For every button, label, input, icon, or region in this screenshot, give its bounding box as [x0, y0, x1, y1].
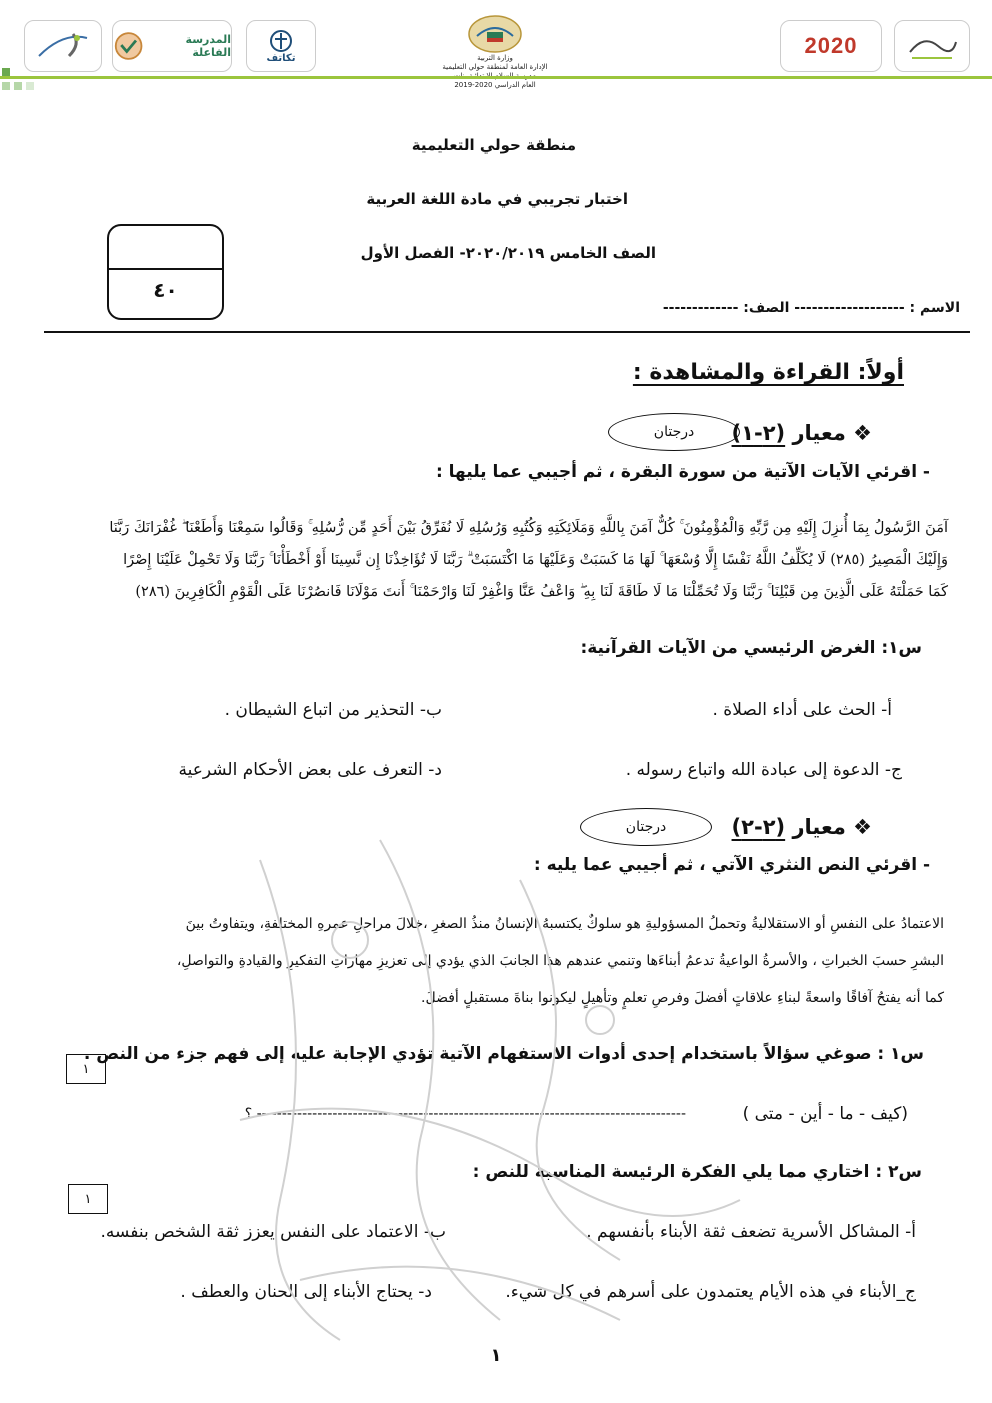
answer-line[interactable]: ------------------------------------------------------------------------------------- ؟ [244, 1106, 686, 1122]
takatof-logo-icon [246, 20, 316, 72]
total-score: ٤٠ [153, 278, 178, 302]
mark-box: ١ [66, 1054, 106, 1084]
exam-title: اختبار تجريبي في مادة اللغة العربية [366, 190, 628, 208]
name-class-line[interactable]: الاسم : ------------------- الصف: ------------- [662, 300, 960, 316]
passage-line: الاعتمادُ على النفسِ أو الاستقلاليةُ وتحملُ المسؤوليةِ هو سلوكٌ يكتسبهُ الإنسانُ منذُ الصغرِ ،خلالَ مراحلِ عمرهِ المختلفةِ، ويتفاوتُ بينَ [185, 916, 944, 932]
marks-pill: درجتان [580, 808, 712, 846]
vision-2020-logo-icon [780, 20, 882, 72]
page-number: ١ [490, 1345, 502, 1366]
region-title: منطقة حولي التعليمية [411, 136, 576, 154]
header-line: العام الدراسي 2020-2019 [454, 81, 536, 89]
diamond-bullet-icon: ❖ [845, 421, 872, 445]
school-signature-logo-icon [894, 20, 970, 72]
decor-square [26, 82, 34, 90]
prose-passage [44, 906, 944, 1017]
score-divider [109, 268, 222, 270]
question-s2: س٢ : اختاري مما يلي الفكرة الرئيسة المناسبة للنص : [472, 1162, 922, 1182]
option-d[interactable]: د- التعرف على بعض الأحكام الشرعية [178, 760, 442, 780]
option-d[interactable]: د- يحتاج الأبناء إلى الحنان والعطف . [180, 1282, 432, 1302]
decor-square [2, 82, 10, 90]
passage-line: كما أنه يفتحُ آفاقًا واسعةً لبناءِ علاقاتٍ أفضلَ وفرصِ تعلمٍ وتأهيلٍ ليكونوا بناةَ مستقبلٍ أفضلَ. [421, 990, 944, 1006]
question-1: س١: الغرض الرئيسي من الآيات القرآنية: [580, 638, 922, 658]
standard-label: معيار [785, 815, 846, 839]
standard-code: (٢-١) [731, 421, 786, 445]
question-s1: س١ : صوغي سؤالاً باستخدام إحدى أدوات الاستفهام الآتية تؤدي الإجابة عليه إلى فهم جزء من النص . [83, 1044, 924, 1064]
header-line: وزارة التربية [477, 54, 513, 62]
option-a[interactable]: أ- المشاكل الأسرية تضعف ثقة الأبناء بأنفسهم . [586, 1222, 916, 1242]
standard-2-title [732, 815, 872, 839]
standard-label: معيار [785, 421, 846, 445]
header-rule [44, 331, 970, 333]
vision-2020-text: 2020 [804, 33, 858, 58]
header-divider [0, 76, 992, 79]
takatof-logo-text: تكاتف [266, 52, 296, 64]
header-line: الإدارة العامة لمنطقة حولي التعليمية [442, 63, 548, 71]
option-c[interactable]: ج- الدعوة إلى عبادة الله واتباع رسوله . [625, 760, 902, 780]
decor-square [2, 68, 10, 76]
school-logo-text: المدرسة الفاعلة [185, 33, 231, 59]
option-b[interactable]: ب- التحذير من اتباع الشيطان . [224, 700, 442, 720]
verse-line: وَإِلَيْكَ الْمَصِيرُ (٢٨٥) لَا يُكَلِّفُ اللَّهُ نَفْسًا إِلَّا وُسْعَهَا ۚ لَهَا مَا كَسَبَتْ وَعَلَيْهَا مَا اكْتَسَبَتْ ۗ رَبَّنَا لَا تُؤَاخِذْنَا إِن نَّسِينَا أَوْ أَخْطَأْنَا ۚ رَبَّنَا وَلَا تَحْمِلْ عَلَيْنَا إِصْرًا [123, 552, 948, 568]
decor-square [14, 82, 22, 90]
school-logo-icon [112, 20, 232, 72]
verse-line: كَمَا حَمَلْتَهُ عَلَى الَّذِينَ مِن قَبْلِنَا ۚ رَبَّنَا وَلَا تُحَمِّلْنَا مَا لَا طَاقَةَ لَنَا بِهِ ۖ وَاعْفُ عَنَّا وَاغْفِرْ لَنَا وَارْحَمْنَا ۚ أَنتَ مَوْلَانَا فَانصُرْنَا عَلَى الْقَوْمِ الْكَافِرِينَ (٢٨٦) [135, 584, 948, 600]
grade-title: الصف الخامس ٢٠٢٠/٢٠١٩- الفصل الأول [360, 244, 656, 262]
option-a[interactable]: أ- الحث على أداء الصلاة . [712, 700, 892, 720]
ministry-emblem-icon [465, 14, 525, 54]
instruction: - اقرئي النص النثري الآتي ، ثم أجيبي عما يليه : [533, 855, 930, 875]
score-box [107, 224, 224, 320]
question-tools: (كيف - ما - أين - متى ) [742, 1104, 908, 1124]
standard-code: (٢-٢) [731, 815, 786, 839]
standard-1-title [732, 421, 872, 445]
logo-a-icon [24, 20, 102, 72]
mark-box: ١ [68, 1184, 108, 1214]
quran-verses [40, 512, 948, 608]
option-c[interactable]: ج_الأبناء في هذه الأيام يعتمدون على أسرهم في كل شيء. [505, 1282, 916, 1302]
option-b[interactable]: ب- الاعتماد على النفس يعزز ثقة الشخص بنفسه. [100, 1222, 446, 1242]
passage-line: البشرِ حسبَ الخبراتِ ، والأسرةُ الواعيةُ تدعمُ أبناءَها وتنمي عندهم هذا الجانبَ الذي يؤدي إلى تعزيزِ مهاراتِ التفكيرِ والقيادةِ والتواصلِ، [176, 953, 944, 969]
marks-pill: درجتان [608, 413, 740, 451]
instruction: - اقرئي الآيات الآتية من سورة البقرة ، ثم أجيبي عما يليها : [435, 462, 930, 482]
diamond-bullet-icon: ❖ [845, 815, 872, 839]
section-title: أولاً: القراءة والمشاهدة : [632, 360, 904, 385]
verse-line: آمَنَ الرَّسُولُ بِمَا أُنزِلَ إِلَيْهِ مِن رَّبِّهِ وَالْمُؤْمِنُونَ ۚ كُلٌّ آمَنَ بِاللَّهِ وَمَلَائِكَتِهِ وَكُتُبِهِ وَرُسُلِهِ لَا نُفَرِّقُ بَيْنَ أَحَدٍ مِّن رُّسُلِهِ ۚ وَقَالُوا سَمِعْنَا وَأَطَعْنَا ۖ غُفْرَانَكَ رَبَّنَا [109, 520, 948, 536]
